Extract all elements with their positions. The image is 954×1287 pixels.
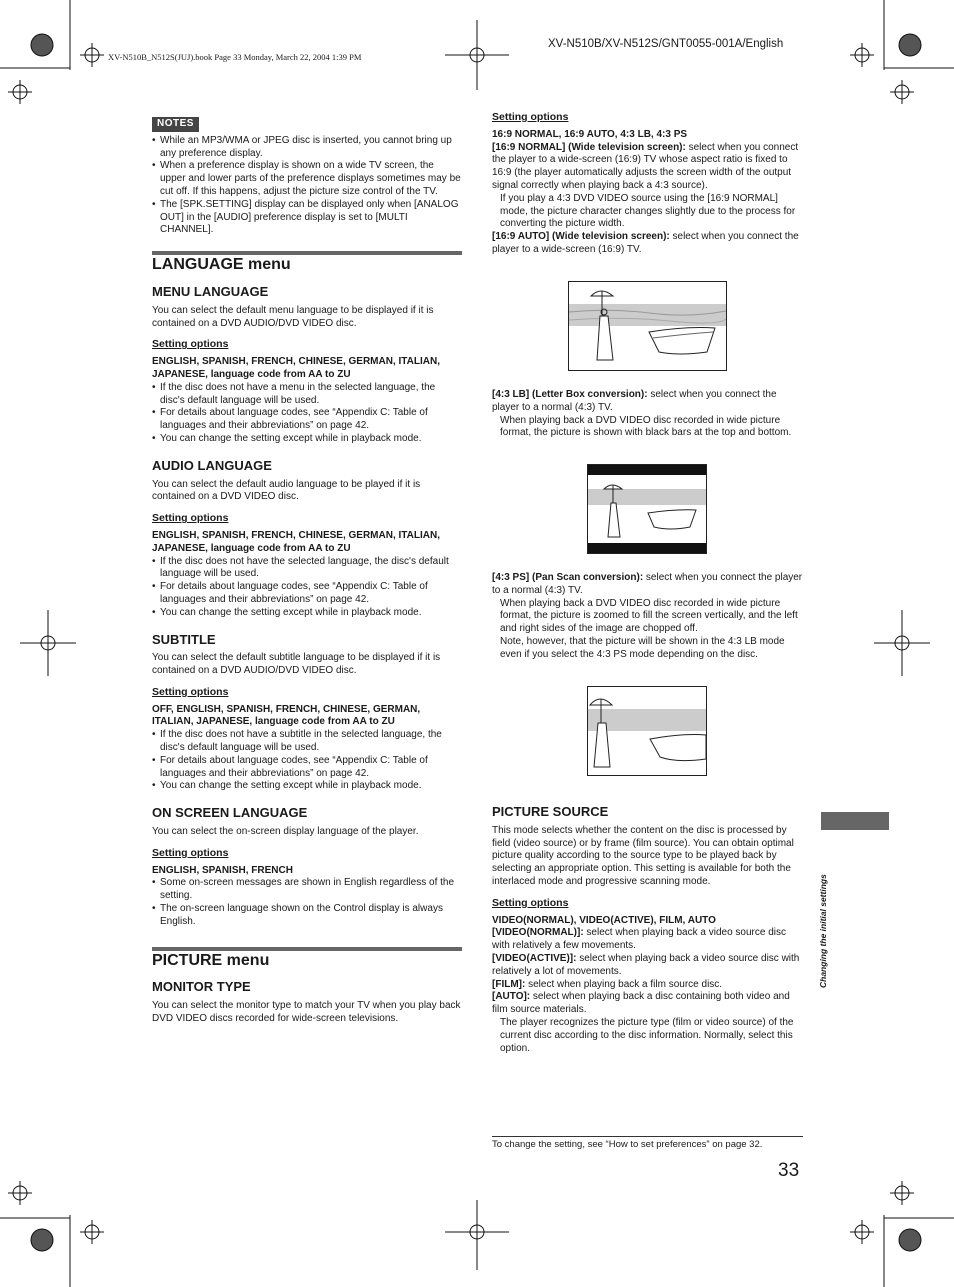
option-video-normal: [VIDEO(NORMAL)]: select when playing back a video source disc with relatively a few movements. [492, 927, 786, 952]
picture-source-heading: PICTURE SOURCE [492, 804, 609, 819]
options-text: OFF, ENGLISH, SPANISH, FRENCH, CHINESE, GERMAN, ITALIAN, JAPANESE, language code from AA to ZU [152, 703, 421, 728]
notes-badge: NOTES [152, 117, 199, 132]
list-item: • When a preference display is shown on a wide TV screen, the upper and lower parts of the preference displays sometimes may be cut off. If this happens, adjust the picture size control of the TV. [152, 160, 462, 198]
option-auto-note: The player recognizes the picture type (film or video source) of the current disc according to the disc information. Normally, select this option. [500, 1016, 794, 1054]
on-screen-language-heading: ON SCREEN LANGUAGE [152, 805, 308, 821]
audio-language-desc: You can select the default audio language to be played if it is contained on a DVD VIDEO disc. [152, 478, 421, 503]
right-column-picture-source [492, 806, 804, 1055]
options-text: ENGLISH, SPANISH, FRENCH [152, 864, 293, 876]
notes-list [152, 135, 462, 237]
header-book-info: XV-N510B_N512S(JUJ).book Page 33 Monday, March 22, 2004 1:39 PM [108, 52, 362, 62]
audio-language-bullets [152, 556, 462, 620]
list-item: • You can change the setting except while in playback mode. [152, 607, 462, 620]
list-item: • For details about language codes, see “Appendix C: Table of languages and their abbreviations” on page 42. [152, 755, 462, 781]
option-4-3-ps: [4:3 PS] (Pan Scan conversion): select when you connect the player to a normal (4:3) TV. [492, 572, 803, 596]
audio-language-heading: AUDIO LANGUAGE [152, 457, 272, 473]
picture-source-desc: This mode selects whether the content on the disc is processed by field (video source) or by frame (film source). You can obtain optimal picture quality according to the source type to be played back by selecting an appropriate option. This setting is available for both the interlaced mode and progressive scanning mode. [492, 824, 794, 887]
option-16-9-normal: [16:9 NORMAL] (Wide television screen): select when you connect the player to a wide-screen (16:9) TV whose aspect ratio is fixed to 16:9 (the player automatically adjusts the screen width of the output signal correctly when playing back a 4:3 source). [492, 141, 799, 191]
menu-language-bullets [152, 382, 462, 446]
list-item: • While an MP3/WMA or JPEG disc is inserted, you cannot bring up any preference display. [152, 135, 462, 161]
options-text: ENGLISH, SPANISH, FRENCH, CHINESE, GERMAN, ITALIAN, JAPANESE, language code from AA to ZU [152, 356, 440, 380]
monitor-type-desc: You can select the monitor type to match your TV when you play back DVD VIDEO discs recorded for wide-screen televisions. [152, 1000, 461, 1025]
option-video-active: [VIDEO(ACTIVE)]: select when playing back a video source disc with relatively a lot of movements. [492, 952, 800, 977]
menu-language-desc: You can select the default menu language to be displayed if it is contained on a DVD AUDIO/DVD VIDEO disc. [152, 304, 434, 329]
menu-language-heading: MENU LANGUAGE [152, 283, 269, 299]
right-column-top [492, 111, 804, 257]
monitor-type-heading: MONITOR TYPE [152, 979, 251, 995]
options-text: VIDEO(NORMAL), VIDEO(ACTIVE), FILM, AUTO [492, 914, 716, 926]
setting-options-label: Setting options [492, 896, 569, 909]
list-item: • If the disc does not have the selected language, the disc's default language will be used. [152, 556, 462, 582]
option-film: [FILM]: select when playing back a film source disc. [492, 978, 723, 990]
option-4-3-lb-note: When playing back a DVD VIDEO disc recorded in wide picture format, the picture is shown with black bars at the top and bottom. [500, 414, 792, 439]
setting-options-label: Setting options [152, 846, 229, 859]
subtitle-bullets [152, 729, 462, 793]
language-menu-section [152, 251, 462, 272]
list-item: • Some on-screen messages are shown in English regardless of the setting. [152, 877, 462, 903]
setting-options-label: Setting options [492, 111, 569, 123]
section-title: PICTURE menu [152, 951, 270, 969]
subtitle-desc: You can select the default subtitle language to be displayed if it is contained on a DVD AUDIO/DVD VIDEO disc. [152, 652, 441, 677]
letterbox-illustration [587, 464, 707, 554]
wide-screen-illustration [568, 281, 727, 371]
setting-options-label: Setting options [152, 338, 229, 351]
list-item: • The [SPK.SETTING] display can be displayed only when [ANALOG OUT] in the [AUDIO] preference display is set to [MULTI CHANNEL]. [152, 199, 462, 237]
section-title: LANGUAGE menu [152, 256, 291, 274]
setting-options-label: Setting options [152, 512, 229, 525]
list-item: • For details about language codes, see “Appendix C: Table of languages and their abbreviations” on page 42. [152, 581, 462, 607]
right-column-ps [492, 572, 804, 662]
picture-menu-section [152, 947, 462, 968]
option-16-9-normal-note: If you play a 4:3 DVD VIDEO source using the [16:9 NORMAL] mode, the picture character changes slightly due to the process for converting the picture width. [500, 192, 796, 230]
options-text: 16:9 NORMAL, 16:9 AUTO, 4:3 LB, 4:3 PS [492, 128, 688, 140]
right-column-lb [492, 389, 804, 440]
list-item: • If the disc does not have a menu in the selected language, the disc's default language will be used. [152, 382, 462, 408]
list-item: • For details about language codes, see “Appendix C: Table of languages and their abbreviations” on page 42. [152, 407, 462, 433]
header-document-code: XV-N510B/XV-N512S/GNT0055-001A/English [548, 38, 784, 50]
chapter-tab [821, 812, 889, 830]
option-4-3-lb: [4:3 LB] (Letter Box conversion): select when you connect the player to a normal (4:3) TV. [492, 389, 777, 413]
pan-scan-illustration [587, 686, 707, 776]
option-4-3-ps-note: When playing back a DVD VIDEO disc recorded in wide picture format, the picture is zoomed to fill the screen vertically, and the left and right sides of the image are chopped off. [500, 597, 798, 635]
sidebar-label: Changing the initial settings [818, 874, 828, 988]
list-item: • If the disc does not have a subtitle in the selected language, the disc's default language will be used. [152, 729, 462, 755]
list-item: • You can change the setting except while in playback mode. [152, 780, 462, 793]
page-number: 33 [778, 1160, 800, 1181]
list-item: • The on-screen language shown on the Control display is always English. [152, 903, 462, 929]
on-screen-bullets [152, 877, 462, 928]
list-item: • You can change the setting except while in playback mode. [152, 433, 462, 446]
options-text: ENGLISH, SPANISH, FRENCH, CHINESE, GERMAN, ITALIAN, JAPANESE, language code from AA to ZU [152, 529, 440, 554]
setting-options-label: Setting options [152, 685, 229, 698]
on-screen-language-desc: You can select the on-screen display language of the player. [152, 826, 419, 838]
footer-note: To change the setting, see “How to set preferences” on page 32. [492, 1136, 803, 1150]
option-16-9-auto: [16:9 AUTO] (Wide television screen): select when you connect the player to a wide-screen (16:9) TV. [492, 231, 799, 255]
option-4-3-ps-note2: Note, however, that the picture will be shown in the 4:3 LB mode even if you select the 4:3 PS mode depending on the disc. [500, 635, 785, 660]
subtitle-heading: SUBTITLE [152, 631, 216, 647]
left-column [152, 117, 462, 1026]
option-auto: [AUTO]: select when playing back a disc containing both video and film source materials. [492, 991, 790, 1016]
